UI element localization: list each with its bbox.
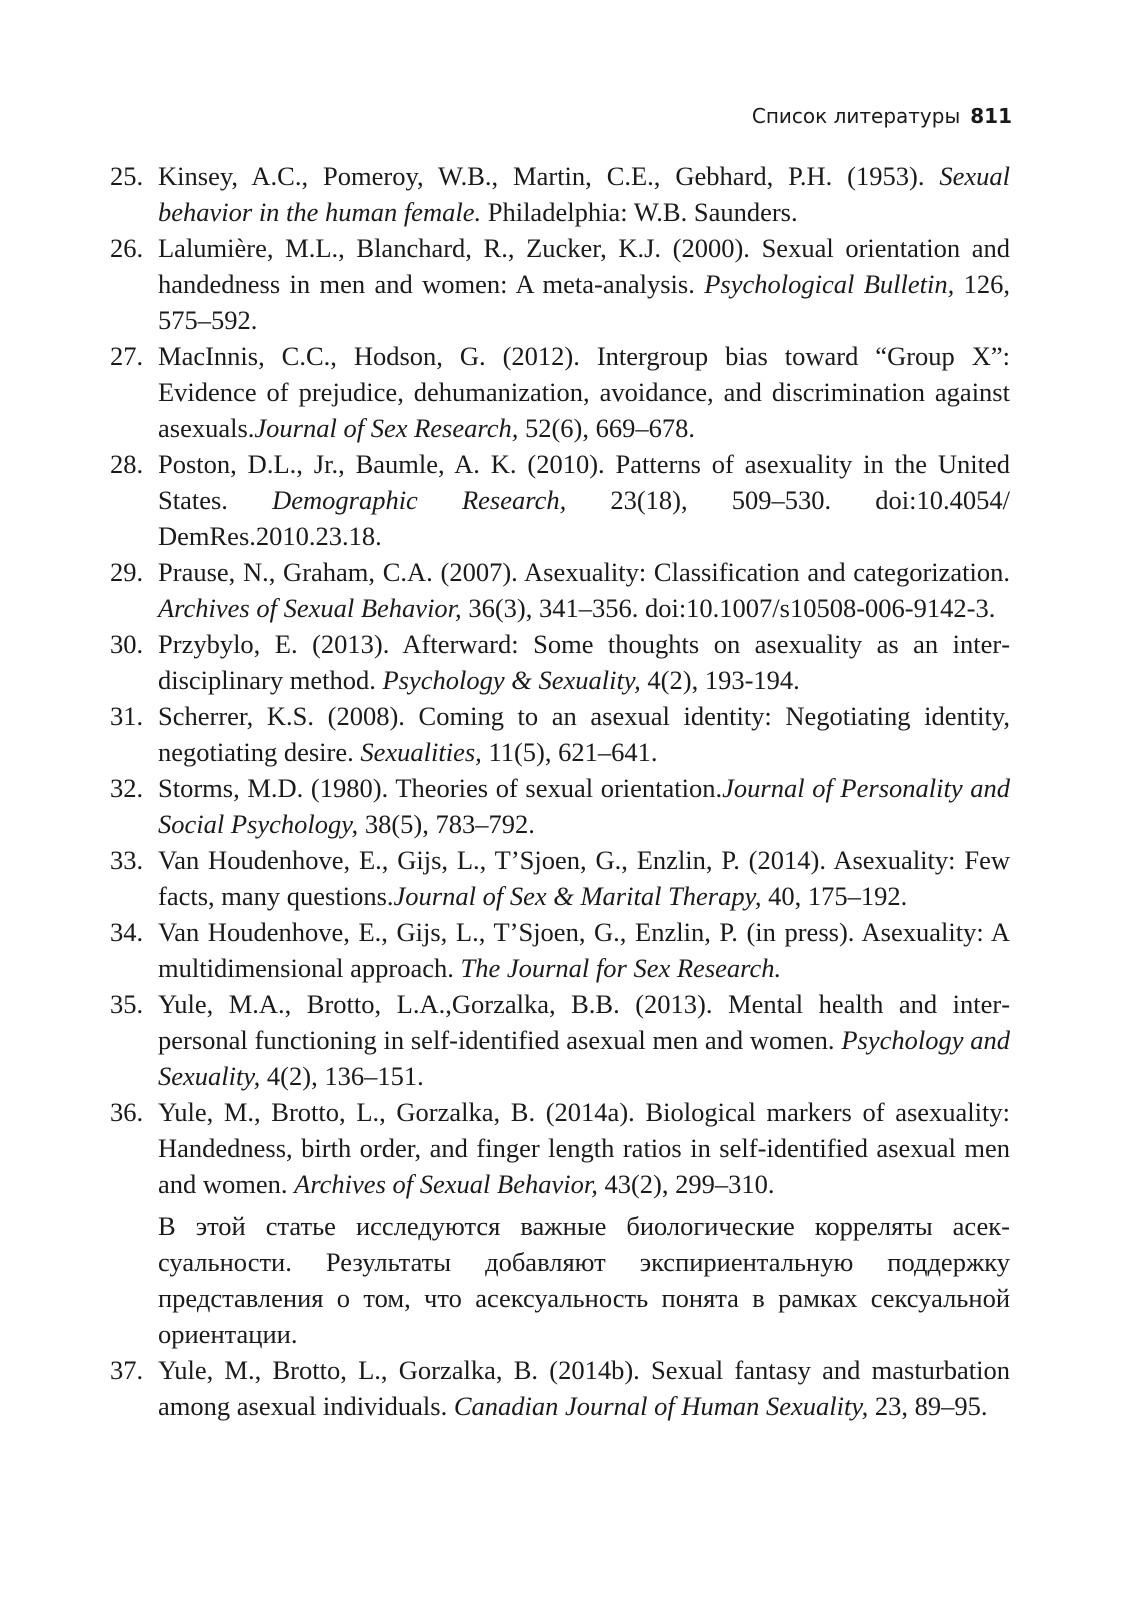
reference-authors: Poston, D.L., Jr., Baumle, A. K. (2010). xyxy=(158,449,605,479)
reference-authors: Yule, M., Brotto, L., Gorzalka, B. (2014a). xyxy=(158,1097,635,1127)
reference-details: 23(18), 509–530. doi:10.4054/ DemRes.2010.23.18. xyxy=(158,485,1011,551)
section-title: Список литературы xyxy=(751,104,961,128)
reference-title: Afterward: Some thoughts on asexuality as an interdisciplinary method. xyxy=(158,629,1011,695)
reference-title: Mental health and interpersonal functioning in self-identified asexual men and women. xyxy=(158,989,1011,1055)
reference-title: Asexuality: Classification and categorization. xyxy=(524,557,1010,587)
reference-title: Asexuality: Few facts, many questions. xyxy=(158,845,1011,911)
reference-details: 38(5), 783–792. xyxy=(364,809,535,839)
reference-title: Sexual orientation and handedness in men and women: A meta-analysis. xyxy=(158,233,1011,299)
reference-details: 40, 175–192. xyxy=(768,881,908,911)
reference-item xyxy=(110,338,1010,446)
reference-number: 35. xyxy=(110,989,144,1019)
reference-item xyxy=(110,698,1010,770)
reference-item xyxy=(110,626,1010,698)
reference-details: Philadelphia: W.B. Saunders. xyxy=(487,197,798,227)
reference-number: 27. xyxy=(110,341,144,371)
reference-details: 4(2), 136–151. xyxy=(266,1061,424,1091)
reference-number: 25. xyxy=(110,161,144,191)
reference-item xyxy=(110,770,1010,842)
reference-authors: Scherrer, K.S. (2008). xyxy=(158,701,405,731)
reference-source: Sexual behavior in the human female. xyxy=(158,161,1010,227)
reference-number: 26. xyxy=(110,233,144,263)
reference-number: 31. xyxy=(110,701,144,731)
reference-item xyxy=(110,986,1010,1094)
reference-title: Asexuality: A multidimensional approach. xyxy=(158,917,1010,983)
reference-details: 43(2), 299–310. xyxy=(604,1169,775,1199)
reference-item xyxy=(110,914,1010,986)
reference-authors: Przybylo, E. (2013). xyxy=(158,629,390,659)
reference-source: Sexualities, xyxy=(360,737,482,767)
reference-number: 32. xyxy=(110,773,144,803)
reference-authors: Prause, N., Graham, C.A. (2007). xyxy=(158,557,518,587)
reference-source: Canadian Journal of Human Sexuality, xyxy=(453,1391,869,1421)
reference-source: Archives of Sexual Behavior, xyxy=(294,1169,598,1199)
reference-source: Journal of Sex Research, xyxy=(254,413,519,443)
reference-annotation: В этой статье исследуются важные биологические корреляты асексуальности. Результаты добавляют экспириентальную поддержку представления о том, что асексуальность понята в рамках сексуальной ориентации. xyxy=(158,1211,1010,1349)
reference-item xyxy=(110,158,1010,230)
reference-item xyxy=(110,554,1010,626)
reference-item xyxy=(110,446,1010,554)
reference-authors: Van Houdenhove, E., Gijs, L., T’Sjoen, G., Enzlin, P. (in press). xyxy=(158,917,855,947)
reference-number: 37. xyxy=(110,1355,144,1385)
reference-details: 23, 89–95. xyxy=(874,1391,988,1421)
reference-details: 126, 575–592. xyxy=(158,269,1011,335)
reference-number: 29. xyxy=(110,557,144,587)
reference-title: Theories of sexual orientation. xyxy=(395,773,723,803)
page-number: 811 xyxy=(970,104,1012,128)
reference-authors: Kinsey, A.C., Pomeroy, W.B., Martin, C.E., Gebhard, P.H. (1953). xyxy=(158,161,925,191)
reference-authors: Storms, M.D. (1980). xyxy=(158,773,389,803)
reference-source: Psychological Bulletin, xyxy=(704,269,955,299)
reference-details: 11(5), 621–641. xyxy=(488,737,658,767)
reference-authors: Van Houdenhove, E., Gijs, L., T’Sjoen, G., Enzlin, P. (2014). xyxy=(158,845,826,875)
reference-title: Intergroup bias toward “Group X”: Evidence of prejudice, dehumanization, avoidance, and discrimination against asexuals. xyxy=(158,341,1010,443)
reference-authors: Yule, M., Brotto, L., Gorzalka, B. (2014b). xyxy=(158,1355,640,1385)
reference-source: Archives of Sexual Behavior, xyxy=(158,593,462,623)
reference-source: The Journal for Sex Research. xyxy=(460,953,782,983)
reference-authors: MacInnis, C.C., Hodson, G. (2012). xyxy=(158,341,580,371)
reference-details: 36(3), 341–356. doi:10.1007/s10508-006-9142-3. xyxy=(468,593,996,623)
reference-number: 28. xyxy=(110,449,144,479)
reference-source: Journal of Sex & Marital Therapy, xyxy=(393,881,762,911)
reference-source: Demographic Research, xyxy=(272,485,567,515)
reference-number: 34. xyxy=(110,917,144,947)
reference-authors: Lalumière, M.L., Blanchard, R., Zucker, K.J. (2000). xyxy=(158,233,750,263)
reference-title: Coming to an asexual identity: Negotiating identity, negotiating desire. xyxy=(158,701,1010,767)
reference-source: Psychology and Sexuality, xyxy=(158,1025,1011,1091)
reference-source: Psychology & Sexuality, xyxy=(382,665,641,695)
reference-list xyxy=(110,158,1010,1424)
reference-details: 52(6), 669–678. xyxy=(524,413,696,443)
reference-title: Sexual fantasy and masturbation among asexual individuals. xyxy=(158,1355,1010,1421)
reference-number: 33. xyxy=(110,845,144,875)
reference-authors: Yule, M.A., Brotto, L.A.,Gorzalka, B.B. (2013). xyxy=(158,989,713,1019)
reference-number: 36. xyxy=(110,1097,144,1127)
reference-item xyxy=(110,230,1010,338)
running-head xyxy=(752,104,1012,128)
reference-item xyxy=(110,1094,1010,1352)
reference-details: 4(2), 193-194. xyxy=(647,665,800,695)
reference-item xyxy=(110,1352,1010,1424)
reference-title: Biological markers of asexuality: Handedness, birth order, and finger length ratios in self-identified asexual men and women. xyxy=(158,1097,1011,1199)
reference-number: 30. xyxy=(110,629,144,659)
reference-title: Patterns of asexuality in the United States. xyxy=(158,449,1010,515)
reference-source: Journal of Personality and Social Psychology, xyxy=(158,773,1010,839)
reference-item xyxy=(110,842,1010,914)
